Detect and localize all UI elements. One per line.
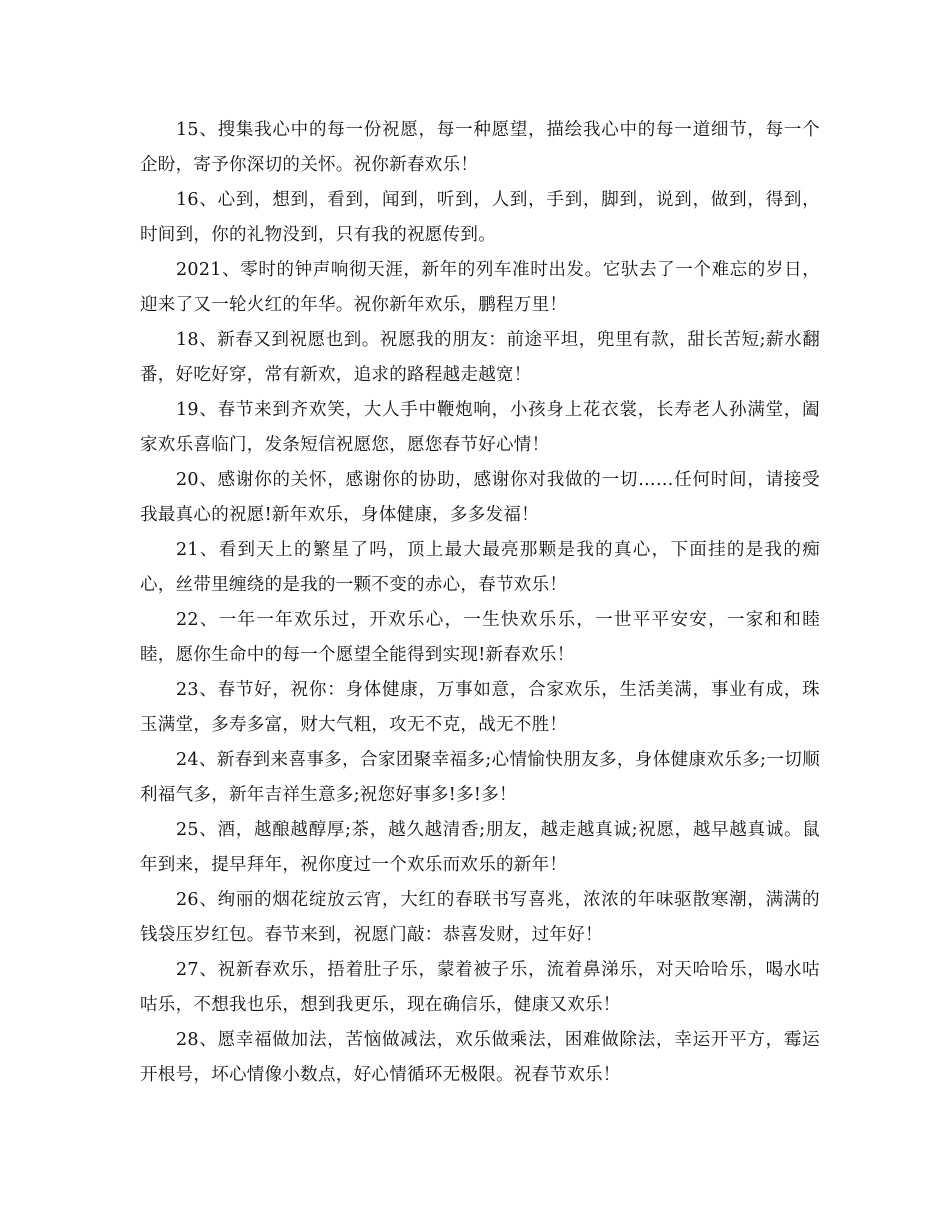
paragraph-24: 24、新春到来喜事多，合家团聚幸福多;心情愉快朋友多，身体健康欢乐多;一切顺利福气多，新年吉祥生意多;祝您好事多!多!多！ [140, 750, 820, 805]
paragraph-25: 25、酒，越酿越醇厚;茶，越久越清香;朋友，越走越真诚;祝愿，越早越真诚。鼠年到来，提早拜年，祝你度过一个欢乐而欢乐的新年！ [140, 820, 820, 875]
paragraph-19: 19、春节来到齐欢笑，大人手中鞭炮响，小孩身上花衣裳，长寿老人孙满堂，阖家欢乐喜临门，发条短信祝愿您，愿您春节好心情！ [140, 400, 820, 455]
paragraph-18: 18、新春又到祝愿也到。祝愿我的朋友：前途平坦，兜里有款，甜长苦短;薪水翻番，好吃好穿，常有新欢，追求的路程越走越宽！ [140, 330, 820, 385]
document-body [140, 113, 820, 1093]
paragraph-15: 15、搜集我心中的每一份祝愿，每一种愿望，描绘我心中的每一道细节，每一个企盼，寄予你深切的关怀。祝你新春欢乐！ [140, 120, 820, 175]
paragraph-22: 22、一年一年欢乐过，开欢乐心，一生快欢乐乐，一世平平安安，一家和和睦睦，愿你生命中的每一个愿望全能得到实现!新春欢乐！ [140, 610, 820, 665]
paragraph-21: 21、看到天上的繁星了吗，顶上最大最亮那颗是我的真心，下面挂的是我的痴心，丝带里缠绕的是我的一颗不变的赤心，春节欢乐！ [140, 540, 820, 595]
paragraph-20: 20、感谢你的关怀，感谢你的协助，感谢你对我做的一切……任何时间，请接受我最真心的祝愿!新年欢乐，身体健康，多多发福！ [140, 470, 820, 525]
paragraph-27: 27、祝新春欢乐，捂着肚子乐，蒙着被子乐，流着鼻涕乐，对天哈哈乐，喝水咕咕乐，不想我也乐，想到我更乐，现在确信乐，健康又欢乐！ [140, 960, 820, 1015]
paragraph-26: 26、绚丽的烟花绽放云宵，大红的春联书写喜兆，浓浓的年味驱散寒潮，满满的钱袋压岁红包。春节来到，祝愿门敲：恭喜发财，过年好！ [140, 890, 820, 945]
paragraph-23: 23、春节好，祝你：身体健康，万事如意，合家欢乐，生活美满，事业有成，珠玉满堂，多寿多富，财大气粗，攻无不克，战无不胜！ [140, 680, 820, 735]
paragraph-16: 16、心到，想到，看到，闻到，听到，人到，手到，脚到，说到，做到，得到，时间到，你的礼物没到，只有我的祝愿传到。 [140, 190, 820, 245]
paragraph-2021: 2021、零时的钟声响彻天涯，新年的列车准时出发。它驮去了一个难忘的岁日，迎来了又一轮火红的年华。祝你新年欢乐，鹏程万里！ [140, 260, 820, 315]
paragraph-28: 28、愿幸福做加法，苦恼做减法，欢乐做乘法，困难做除法，幸运开平方，霉运开根号，坏心情像小数点，好心情循环无极限。祝春节欢乐！ [140, 1030, 820, 1085]
